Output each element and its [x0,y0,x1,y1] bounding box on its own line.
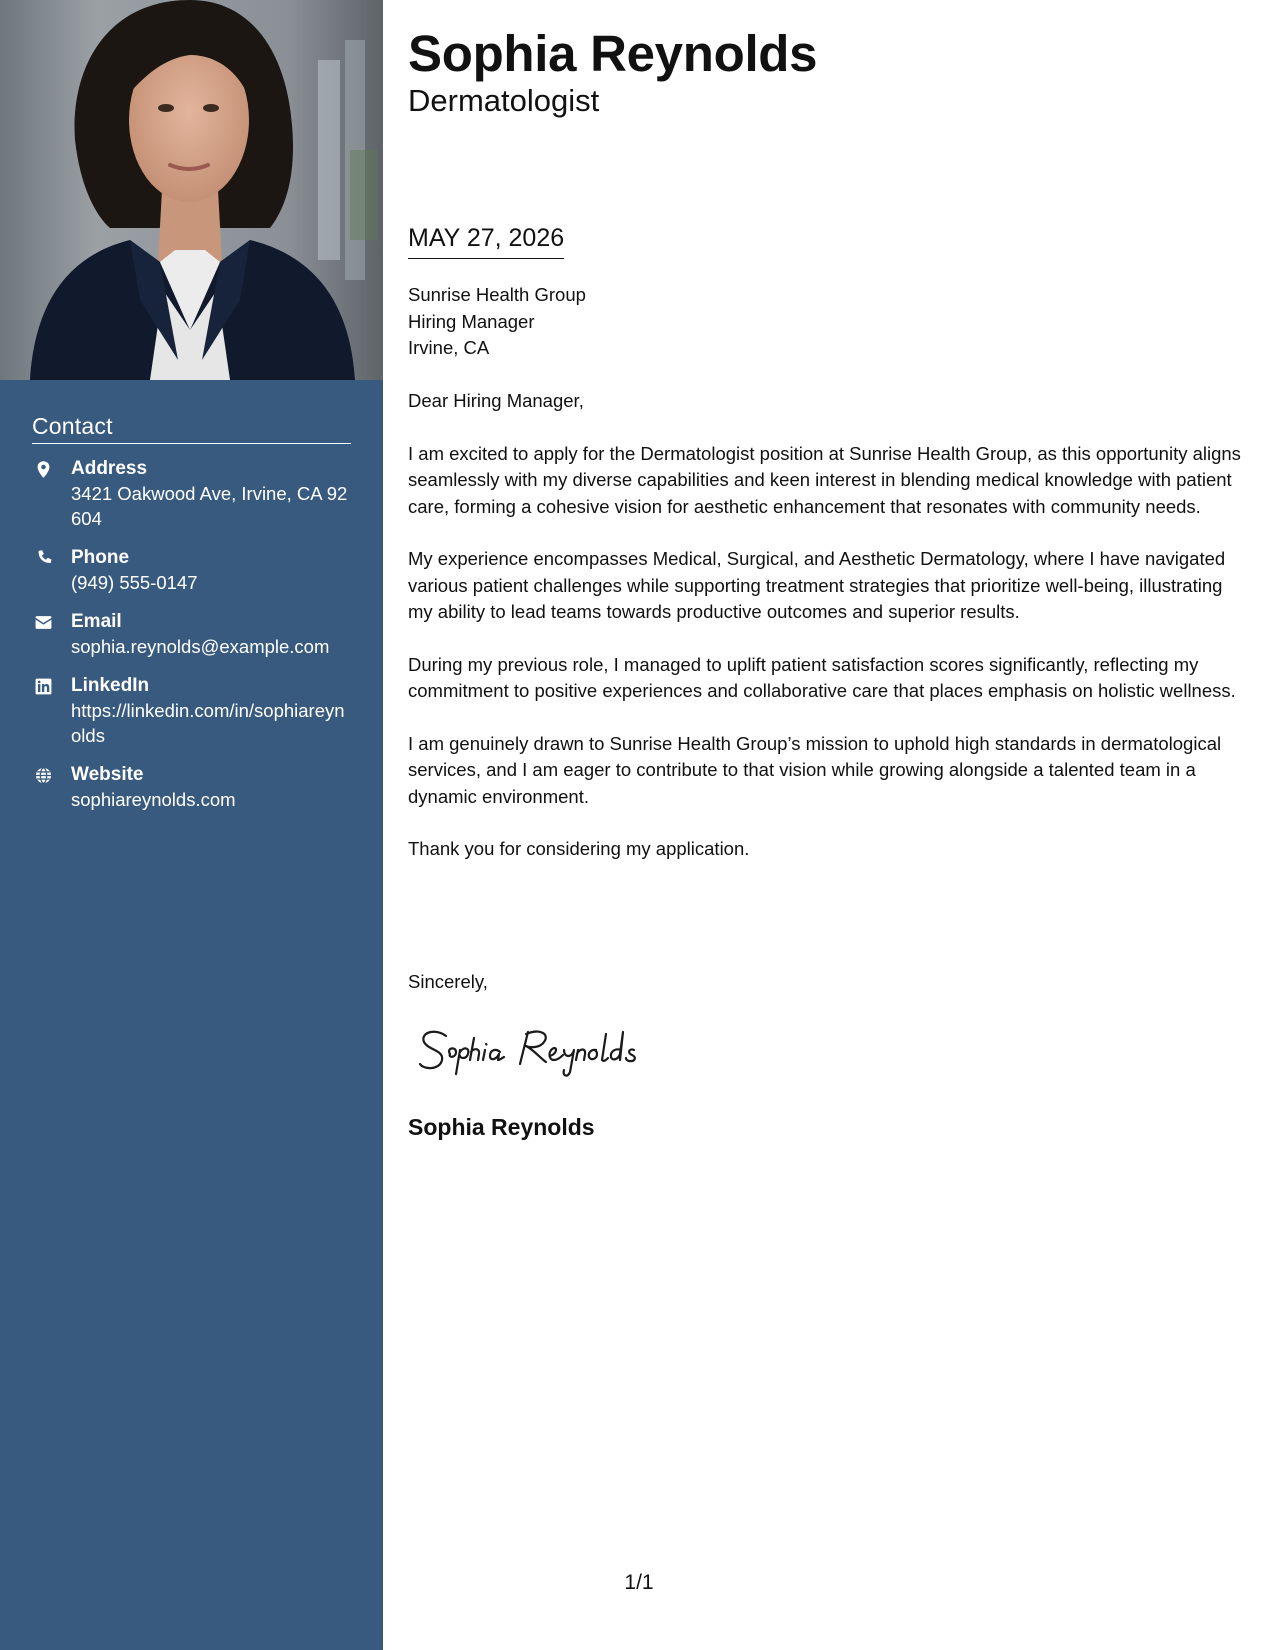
phone-value: (949) 555-0147 [71,572,198,593]
linkedin-icon [34,677,53,696]
address-value: 3421 Oakwood Ave, Irvine, CA 92604 [71,483,348,529]
contact-section [32,413,351,826]
map-pin-icon [34,460,53,479]
contact-item-website [32,762,351,812]
website-label: Website [71,764,144,785]
phone-icon [34,549,53,568]
page-number: 1/1 [624,1571,654,1594]
applicant-name: Sophia Reynolds [408,25,818,82]
contact-heading: Contact [32,413,351,444]
body-paragraph: Thank you for considering my application. [408,838,750,859]
letter-body [408,388,1248,889]
website-value[interactable]: sophiareynolds.com [71,789,236,810]
handwritten-signature [416,1020,676,1080]
salutation: Dear Hiring Manager, [408,390,584,411]
applicant-title: Dermatologist [408,83,600,118]
recipient-block [408,282,586,362]
body-paragraph: I am genuinely drawn to Sunrise Health Group’s mission to uphold high standards in dermatological services, and I am eager to contribute to that vision while growing alongside a talented team in a dynamic environment. [408,732,1222,807]
contact-item-email [32,609,351,659]
closing: Sincerely, [408,971,488,992]
contact-item-linkedin [32,673,351,748]
contact-item-phone [32,545,351,595]
body-paragraph: I am excited to apply for the Dermatologist position at Sunrise Health Group, as this opportunity aligns seamlessly with my diverse capabilities and keen interest in blending medical knowledge with patient care, forming a cohesive vision for aesthetic enhancement that resonates with community needs. [408,442,1241,517]
body-paragraph: My experience encompasses Medical, Surgical, and Aesthetic Dermatology, where I have navigated various patient challenges while supporting treatment strategies that prioritize well-being, illustrating my ability to lead teams towards productive outcomes and superior results. [408,548,1226,622]
contact-item-address [32,456,351,531]
address-label: Address [71,458,148,479]
envelope-icon [34,613,53,632]
recipient-company: Sunrise Health Group [408,284,586,305]
phone-label: Phone [71,547,130,568]
linkedin-label: LinkedIn [71,675,150,696]
recipient-location: Irvine, CA [408,337,490,358]
email-value[interactable]: sophia.reynolds@example.com [71,636,330,657]
linkedin-value[interactable]: https://linkedin.com/in/sophiareynolds [71,700,345,746]
body-paragraph: During my previous role, I managed to uplift patient satisfaction scores significantly, reflecting my commitment to positive experiences and collaborative care that places emphasis on holistic wellness. [408,653,1236,701]
globe-icon [34,766,53,785]
contact-list [32,456,351,812]
email-label: Email [71,611,122,632]
signed-name: Sophia Reynolds [408,1114,595,1140]
profile-photo [0,0,383,380]
recipient-role: Hiring Manager [408,310,535,332]
sidebar [0,0,383,1650]
letter-date: MAY 27, 2026 [408,222,564,259]
